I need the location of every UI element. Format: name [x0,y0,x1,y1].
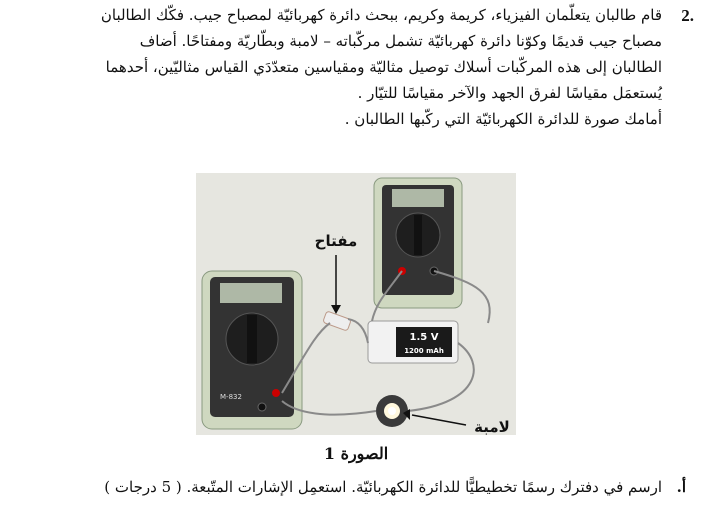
subquestion [2,474,686,500]
question-line-2: مصباح جيب قديمًا وكوّنا دائرة كهربائيّة تشمل مركّباته – لامبة وبطّاريّة ومفتاحًا. أضاف [139,32,662,50]
lamp-label: لامبة [474,418,510,435]
voltmeter-device [374,178,462,308]
circuit-photo-illustration [196,173,516,435]
battery-component [368,321,458,363]
battery-voltage-label: 1.5 V [409,332,439,343]
question-line-5: أمامك صورة للدائرة الكهربائيّة التي ركّبها الطالبان . [344,110,662,128]
question-line-4: يُستعمَل مقياسًا لفرق الجهد والآخر مقياسًا للتيّار . [357,84,662,102]
figure-caption: الصورة 1 [323,444,389,463]
question-line-3: الطالبان إلى هذه المركّبات أسلاك توصيل مثاليّة ومقياسين متعدّدَي القياس مثاليّين، أحدهما [105,58,662,76]
subquestion-text: ارسم في دفترك رسمًا تخطيطيًّا للدائرة الكهربائيّة. استعمِل الإشارات المتّبعة. ( 5 درجات ) [104,478,662,496]
lamp-component [376,395,408,427]
switch-label: مفتاح [314,232,358,250]
battery-capacity-label: 1200 mAh [404,347,444,355]
question-line-1: قام طالبان يتعلّمان الفيزياء، كريمة وكريم، ببحث دائرة كهربائيّة لمصباح جيب. فكّك الطالبان [100,6,662,24]
subquestion-letter: أ. [676,478,686,496]
meter-model-label: M-832 [220,393,242,401]
circuit-photo [196,173,516,435]
question-number: 2. [681,6,694,25]
